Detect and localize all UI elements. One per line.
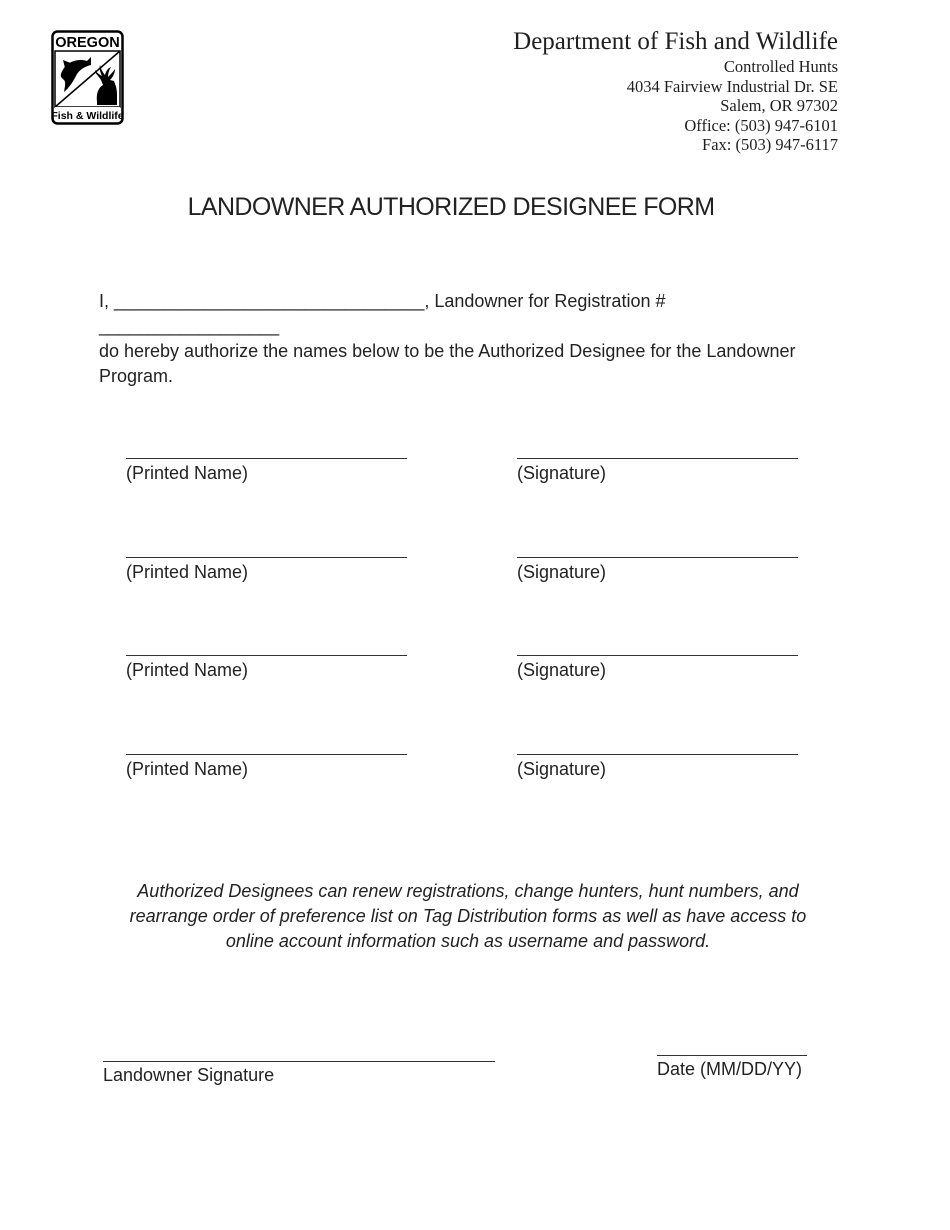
department-name: Department of Fish and Wildlife bbox=[513, 28, 838, 55]
city-state-zip: Salem, OR 97302 bbox=[720, 96, 838, 115]
landowner-signature-label: Landowner Signature bbox=[103, 1065, 275, 1085]
street-address: 4034 Fairview Industrial Dr. SE bbox=[626, 76, 838, 96]
intro-paragraph bbox=[99, 289, 839, 389]
intro-line-3: Program. bbox=[99, 366, 174, 386]
printed-name-line-1[interactable] bbox=[126, 458, 407, 459]
odfw-logo bbox=[51, 30, 124, 125]
unit-name: Controlled Hunts bbox=[723, 57, 838, 76]
designee-permissions-note bbox=[118, 879, 818, 954]
signature-line-1[interactable] bbox=[517, 458, 798, 459]
signature-label-3: (Signature) bbox=[517, 660, 607, 680]
logo-agency-text: Fish & Wildlife bbox=[51, 110, 124, 122]
signature-label-2: (Signature) bbox=[517, 562, 607, 582]
printed-name-label-2: (Printed Name) bbox=[126, 562, 249, 582]
printed-name-line-2[interactable] bbox=[126, 557, 407, 558]
logo-state-text: OREGON bbox=[55, 35, 120, 51]
printed-name-label-1: (Printed Name) bbox=[126, 463, 249, 483]
printed-name-label-4: (Printed Name) bbox=[126, 759, 249, 779]
office-phone: Office: (503) 947-6101 bbox=[684, 115, 838, 135]
agency-header bbox=[513, 27, 838, 155]
landowner-signature-line[interactable] bbox=[103, 1061, 495, 1062]
date-label: Date (MM/DD/YY) bbox=[657, 1059, 803, 1079]
signature-line-4[interactable] bbox=[517, 754, 798, 755]
note-line-2: rearrange order of preference list on Tag Distribution forms as well as have access to bbox=[129, 906, 807, 926]
note-line-1: Authorized Designees can renew registrations, change hunters, hunt numbers, and bbox=[137, 881, 799, 901]
form-title: LANDOWNER AUTHORIZED DESIGNEE FORM bbox=[187, 193, 715, 221]
note-line-3: online account information such as username and password. bbox=[225, 931, 711, 951]
printed-name-line-3[interactable] bbox=[126, 655, 407, 656]
signature-line-3[interactable] bbox=[517, 655, 798, 656]
date-line[interactable] bbox=[657, 1055, 807, 1056]
signature-line-2[interactable] bbox=[517, 557, 798, 558]
signature-label-4: (Signature) bbox=[517, 759, 607, 779]
signature-label-1: (Signature) bbox=[517, 463, 607, 483]
intro-line-2: do hereby authorize the names below to be the Authorized Designee for the Landowner bbox=[99, 341, 796, 361]
printed-name-line-4[interactable] bbox=[126, 754, 407, 755]
fax-number: Fax: (503) 947-6117 bbox=[702, 135, 838, 154]
printed-name-label-3: (Printed Name) bbox=[126, 660, 249, 680]
intro-line-1[interactable]: I, _______________________________, Landowner for Registration # __________________ bbox=[99, 291, 666, 336]
